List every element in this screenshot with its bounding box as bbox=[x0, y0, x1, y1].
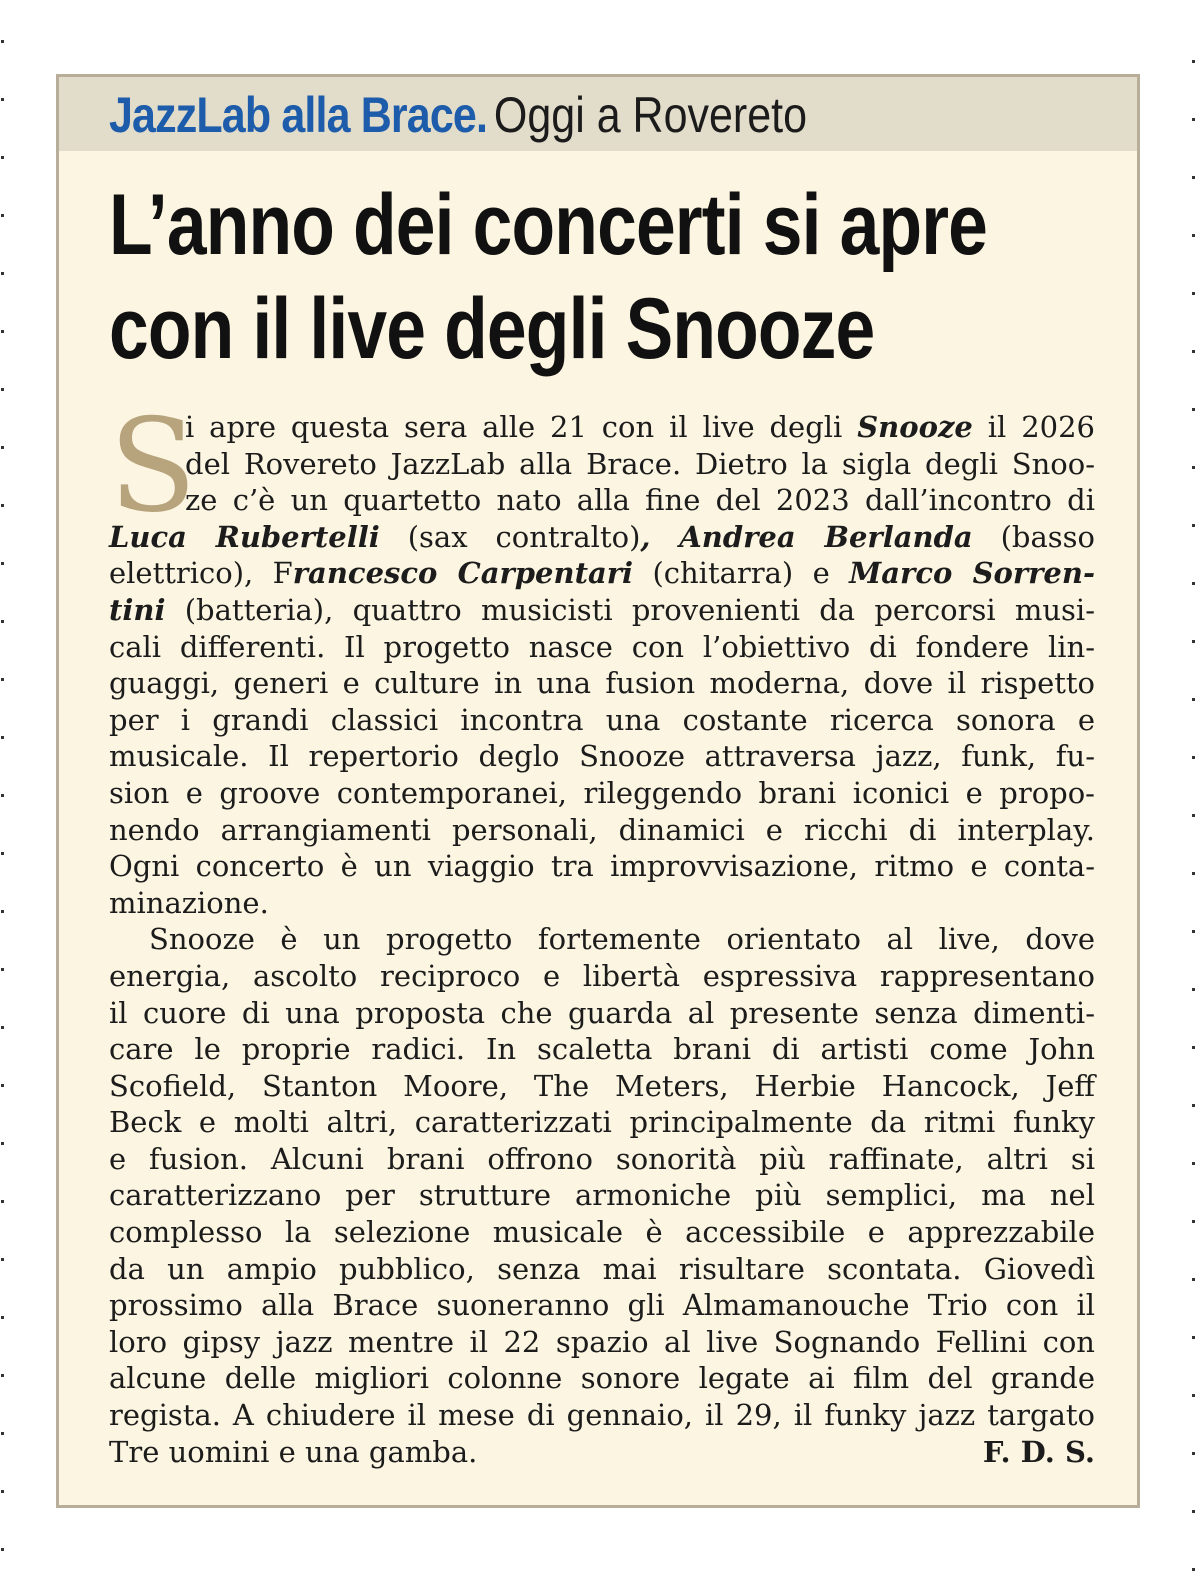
edge-mark bbox=[1, 504, 4, 507]
edge-mark bbox=[1192, 640, 1195, 643]
edge-mark bbox=[1, 1142, 4, 1145]
article-text: caratterizzano per strutture armoniche più semplici, ma nel bbox=[109, 1178, 1095, 1213]
kicker-bar bbox=[59, 77, 1137, 151]
edge-mark bbox=[1, 1258, 4, 1261]
article-line bbox=[109, 921, 1095, 958]
edge-mark bbox=[1192, 930, 1195, 933]
edge-mark bbox=[1192, 350, 1195, 353]
article-text: regista. A chiudere il mese di gennaio, il 29, il funky jazz targato bbox=[109, 1398, 1095, 1433]
edge-mark bbox=[1, 562, 4, 565]
kicker-sub: Oggi a Rovereto bbox=[493, 87, 808, 143]
page-edge-right bbox=[1190, 0, 1196, 1568]
article-text: i apre questa sera alle 21 con il live degli bbox=[185, 410, 858, 444]
article-line bbox=[109, 1360, 1095, 1397]
byline: F. D. S. bbox=[982, 1434, 1095, 1469]
edge-mark bbox=[1, 446, 4, 449]
article-text: del Rovereto JazzLab alla Brace. Dietro la sigla degli Snoo- bbox=[185, 446, 1095, 481]
article-line bbox=[109, 885, 1095, 922]
edge-mark bbox=[1192, 292, 1195, 295]
edge-mark bbox=[1, 1374, 4, 1377]
article-line bbox=[109, 848, 1095, 885]
edge-mark bbox=[1192, 466, 1195, 469]
article-text: Ogni concerto è un viaggio tra improvvisazione, ritmo e conta- bbox=[109, 849, 1095, 884]
article-emphasis: Marco Sorren- bbox=[849, 556, 1095, 591]
edge-mark bbox=[1, 40, 4, 43]
article-text: sion e groove contemporanei, rileggendo brani iconici e propo- bbox=[109, 775, 1095, 810]
article-text: minazione. bbox=[109, 885, 269, 920]
kicker-main: JazzLab alla Brace. bbox=[109, 87, 488, 143]
article-line bbox=[109, 555, 1095, 592]
article-line bbox=[109, 446, 1095, 483]
article-text: musicale. Il repertorio deglo Snooze attraversa jazz, funk, fu- bbox=[109, 739, 1095, 774]
article-text: energia, ascolto reciproco e libertà espressiva rappresentano bbox=[109, 958, 1095, 993]
edge-mark bbox=[1, 1200, 4, 1203]
article-text: Snooze è un progetto fortemente orientato al live, dove bbox=[149, 922, 1095, 957]
article-text: nendo arrangiamenti personali, dinamici e ricchi di interplay. bbox=[109, 812, 1095, 847]
article-text: Beck e molti altri, caratterizzati principalmente da ritmi funky bbox=[109, 1105, 1095, 1140]
article-line bbox=[109, 1214, 1095, 1251]
article-text: elettrico), F bbox=[109, 556, 293, 591]
edge-mark bbox=[1, 678, 4, 681]
edge-mark bbox=[1192, 1452, 1195, 1455]
edge-mark bbox=[1192, 814, 1195, 817]
edge-mark bbox=[1192, 1336, 1195, 1339]
edge-mark bbox=[1, 1548, 4, 1551]
article-text: loro gipsy jazz mentre il 22 spazio al live Sognando Fellini con bbox=[109, 1324, 1095, 1359]
edge-mark bbox=[1192, 408, 1195, 411]
article-emphasis: , Andrea Berlanda bbox=[640, 519, 973, 554]
edge-mark bbox=[1, 1084, 4, 1087]
article-text: per i grandi classici incontra una costante ricerca sonora e bbox=[109, 702, 1095, 737]
edge-mark bbox=[1, 98, 4, 101]
article-text: (basso bbox=[972, 519, 1095, 554]
article-line bbox=[109, 738, 1095, 775]
article-line bbox=[109, 519, 1095, 556]
article-text: guaggi, generi e culture in una fusion moderna, dove il rispetto bbox=[109, 666, 1095, 701]
edge-mark bbox=[1192, 1510, 1195, 1513]
article-body bbox=[109, 392, 1096, 1470]
kicker bbox=[109, 83, 807, 147]
article-line bbox=[109, 1434, 1095, 1471]
article-line bbox=[109, 482, 1095, 519]
edge-mark bbox=[1192, 1104, 1195, 1107]
article-emphasis: tini bbox=[109, 592, 166, 627]
article-text: e fusion. Alcuni brani offrono sonorità più raffinate, altri si bbox=[109, 1141, 1095, 1176]
article-emphasis: rancesco Carpentari bbox=[292, 556, 634, 591]
article-text: da un ampio pubblico, senza mai risultare scontata. Giovedì bbox=[109, 1251, 1095, 1286]
edge-mark bbox=[1, 968, 4, 971]
article-box bbox=[56, 74, 1140, 1508]
edge-mark bbox=[1, 620, 4, 623]
article-text: il 2026 bbox=[972, 410, 1096, 444]
edge-mark bbox=[1, 910, 4, 913]
article-line bbox=[109, 995, 1095, 1032]
edge-mark bbox=[1, 1432, 4, 1435]
article-text: (chitarra) e bbox=[633, 556, 850, 591]
edge-mark bbox=[1, 388, 4, 391]
edge-mark bbox=[1, 214, 4, 217]
article-line bbox=[109, 702, 1095, 739]
article-text: il cuore di una proposta che guarda al presente senza dimenti- bbox=[109, 995, 1095, 1030]
article-text: complesso la selezione musicale è accessibile e apprezzabile bbox=[109, 1215, 1095, 1250]
article-line bbox=[109, 1324, 1095, 1361]
edge-mark bbox=[1192, 60, 1195, 63]
edge-mark bbox=[1, 1316, 4, 1319]
edge-mark bbox=[1, 330, 4, 333]
article-emphasis: Luca Rubertelli bbox=[109, 519, 380, 554]
edge-mark bbox=[1, 1490, 4, 1493]
article-emphasis: Snooze bbox=[857, 410, 973, 444]
edge-mark bbox=[1, 272, 4, 275]
edge-mark bbox=[1192, 1162, 1195, 1165]
page-edge-left bbox=[0, 0, 6, 1568]
article-text: ze c’è un quartetto nato alla fine del 2023 dall’incontro di bbox=[185, 483, 1095, 518]
edge-mark bbox=[1192, 756, 1195, 759]
article-line bbox=[109, 775, 1095, 812]
edge-mark bbox=[1192, 234, 1195, 237]
edge-mark bbox=[1, 852, 4, 855]
edge-mark bbox=[1, 794, 4, 797]
article-line bbox=[109, 1031, 1095, 1068]
headline bbox=[109, 173, 987, 381]
article-line bbox=[109, 592, 1095, 629]
edge-mark bbox=[1192, 872, 1195, 875]
edge-mark bbox=[1192, 698, 1195, 701]
article-line bbox=[109, 812, 1095, 849]
edge-mark bbox=[1192, 988, 1195, 991]
edge-mark bbox=[1192, 118, 1195, 121]
headline-line-2: con il live degli Snooze bbox=[109, 281, 875, 377]
article-line bbox=[109, 665, 1095, 702]
article-line bbox=[109, 1287, 1095, 1324]
article-text: Tre uomini e una gamba. bbox=[109, 1434, 478, 1469]
article-text: cali differenti. Il progetto nasce con l’obiettivo di fondere lin- bbox=[109, 629, 1095, 664]
edge-mark bbox=[1192, 176, 1195, 179]
article-line bbox=[109, 1141, 1095, 1178]
article-text: Scofield, Stanton Moore, The Meters, Herbie Hancock, Jeff bbox=[109, 1068, 1095, 1103]
headline-line-1: L’anno dei concerti si apre bbox=[109, 177, 988, 273]
edge-mark bbox=[1192, 1278, 1195, 1281]
edge-mark bbox=[1, 156, 4, 159]
article-text: (sax contralto) bbox=[379, 519, 641, 554]
edge-mark bbox=[1192, 1046, 1195, 1049]
edge-mark bbox=[1192, 1220, 1195, 1223]
edge-mark bbox=[1192, 582, 1195, 585]
article-text: (batteria), quattro musicisti provenienti da percorsi musi- bbox=[165, 592, 1095, 627]
article-line bbox=[109, 1177, 1095, 1214]
article-line bbox=[109, 1068, 1095, 1105]
article-text: alcune delle migliori colonne sonore legate ai film del grande bbox=[109, 1361, 1095, 1396]
edge-mark bbox=[1, 1026, 4, 1029]
article-line bbox=[109, 1104, 1095, 1141]
article-line bbox=[109, 409, 1095, 446]
edge-mark bbox=[1192, 524, 1195, 527]
article-line bbox=[109, 1251, 1095, 1288]
article-text: care le proprie radici. In scaletta brani di artisti come John bbox=[109, 1032, 1095, 1067]
article-line bbox=[109, 629, 1095, 666]
article-line bbox=[109, 958, 1095, 995]
article-line bbox=[109, 1397, 1095, 1434]
edge-mark bbox=[1, 736, 4, 739]
article-text: prossimo alla Brace suoneranno gli Almamanouche Trio con il bbox=[109, 1288, 1095, 1323]
drop-cap: S bbox=[109, 392, 197, 541]
edge-mark bbox=[1192, 1394, 1195, 1397]
